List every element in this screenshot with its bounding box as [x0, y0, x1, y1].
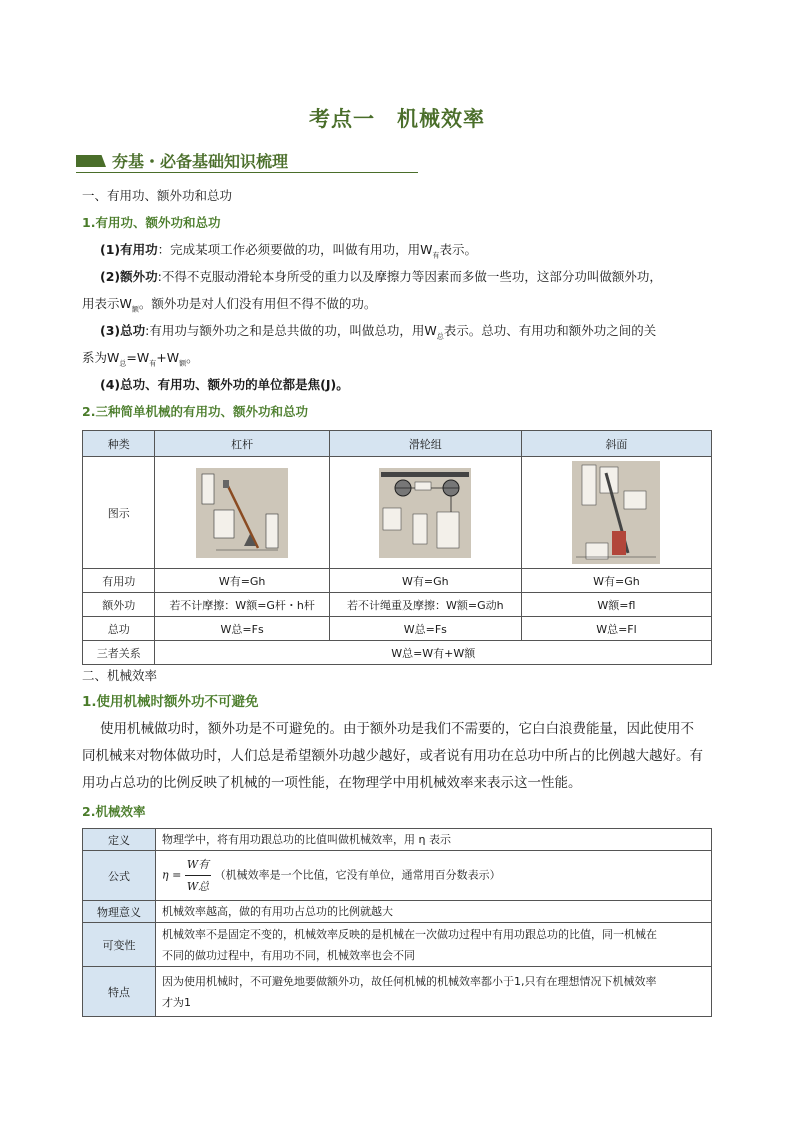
row-label-relation: 三者关系: [83, 641, 155, 665]
eff-label-formula: 公式: [83, 851, 156, 901]
total-pulley: W总=Fs: [329, 617, 521, 641]
row-label-figure: 图示: [83, 457, 155, 569]
eff-label-def: 定义: [83, 829, 156, 851]
feature-line1: 因为使用机械时，不可避免地要做额外功，故任何机械的机械效率都小于1,只有在理想情况下机械效率: [162, 974, 657, 988]
pulley-diagram-image: [379, 468, 471, 558]
section-banner: [76, 149, 418, 173]
lever-figure-cell: [155, 457, 329, 569]
item2-label: (2)额外功: [100, 269, 158, 284]
section2-sub2: 2.机械效率: [82, 804, 146, 819]
incline-diagram-image: [572, 461, 660, 564]
formula-fraction: [185, 854, 211, 897]
item4: (4)总功、有用功、额外功的单位都是焦(J)。: [100, 377, 349, 392]
item3-l2s3: 额: [179, 359, 187, 368]
title-part1: 考点一: [309, 107, 375, 131]
para-line2: 同机械来对物体做功时，人们总是希望额外功越少越好，或者说有用功在总功中所占的比例越大越好。有: [82, 748, 703, 764]
total-incline: W总=Fl: [521, 617, 711, 641]
table-row-figure: [83, 457, 712, 569]
machines-table: [82, 430, 712, 665]
item1-sub: 有: [432, 251, 440, 260]
section1-sub1: 1.有用功、额外功和总功: [82, 215, 221, 230]
item3-l2d: 。: [186, 350, 199, 365]
eff-label-feature: 特点: [83, 967, 156, 1017]
item3-label: (3)总功: [100, 323, 146, 338]
item1-text: ：完成某项工作必须要做的功，叫做有用功，用W: [157, 242, 433, 257]
eff-feature-cell: [156, 967, 712, 1017]
header-pulley: 滑轮组: [329, 431, 521, 457]
item2: [100, 263, 740, 290]
relation-value: W总=W有+W额: [155, 641, 712, 665]
table-row-relation: [83, 641, 712, 665]
eff-row-meaning: [83, 901, 712, 923]
extra-pulley: 若不计绳重及摩擦：W额=G动h: [329, 593, 521, 617]
useful-pulley: W有=Gh: [329, 569, 521, 593]
item3-l2s1: 总: [119, 359, 127, 368]
eff-row-feature: [83, 967, 712, 1017]
formula-denominator: W总: [186, 880, 210, 893]
efficiency-table: [82, 828, 712, 1017]
item2-text: :不得不克服动滑轮本身所受的重力以及摩擦力等因素而多做一些功，这部分功叫做额外功，: [157, 269, 662, 284]
row-label-extra: 额外功: [83, 593, 155, 617]
pulley-figure-cell: [329, 457, 521, 569]
item1-label: (1)有用功: [100, 242, 158, 257]
variability-line1: 机械效率不是固定不变的，机械效率反映的是机械在一次做功过程中有用功跟总功的比值，同一机械在: [162, 927, 657, 941]
feature-line2: 才为1: [162, 995, 191, 1009]
lever-diagram-image: [196, 468, 288, 558]
item2-line2sub: 额: [131, 305, 139, 314]
eff-formula-cell: [156, 851, 712, 901]
title-part2: 机械效率: [397, 107, 485, 131]
eff-variability-cell: [156, 923, 712, 967]
useful-incline: W有=Gh: [521, 569, 711, 593]
formula-note: （机械效率是一个比值，它没有单位，通常用百分数表示）: [214, 868, 501, 882]
item3-text: :有用功与额外功之和是总共做的功，叫做总功，用W: [145, 323, 437, 338]
item3-l2s2: 有: [149, 359, 157, 368]
row-label-useful: 有用功: [83, 569, 155, 593]
para-line3: 用功占总功的比例反映了机械的一项性能，在物理学中用机械效率来表示这一性能。: [82, 775, 582, 791]
incline-figure-cell: [521, 457, 711, 569]
table-row-total: [83, 617, 712, 641]
useful-lever: W有=Gh: [155, 569, 329, 593]
eff-row-variability: [83, 923, 712, 967]
section2-heading: 二、机械效率: [82, 668, 158, 683]
eff-row-def: [83, 829, 712, 851]
item3-l2b: =W: [126, 350, 150, 365]
header-incline: 斜面: [521, 431, 711, 457]
total-lever: W总=Fs: [155, 617, 329, 641]
eff-label-variability: 可变性: [83, 923, 156, 967]
formula-numerator: W有: [185, 854, 211, 876]
table-row-useful: [83, 569, 712, 593]
header-kind: 种类: [83, 431, 155, 457]
item3-tail: 表示。总功、有用功和额外功之间的关: [443, 323, 657, 338]
banner-bar: [76, 155, 106, 167]
row-label-total: 总功: [83, 617, 155, 641]
extra-incline: W额=fl: [521, 593, 711, 617]
item3-sub: 总: [436, 332, 444, 341]
section1-heading: 一、有用功、额外功和总功: [82, 188, 233, 203]
eff-label-meaning: 物理意义: [83, 901, 156, 923]
item1-tail: 表示。: [439, 242, 478, 257]
section1-sub2: 2.三种简单机械的有用功、额外功和总功: [82, 404, 308, 419]
item2-line2b: 。额外功是对人们没有用但不得不做的功。: [138, 296, 377, 311]
item3-l2a: 系为W: [82, 350, 120, 365]
formula-eta: η =: [162, 868, 182, 882]
page-title: [0, 103, 794, 133]
extra-lever: 若不计摩擦：W额=G杆・h杆: [155, 593, 329, 617]
table-row-extra: [83, 593, 712, 617]
eff-def-text: 物理学中，将有用功跟总功的比值叫做机械效率，用 η 表示: [156, 829, 712, 851]
para-line1: 使用机械做功时，额外功是不可避免的。由于额外功是我们不需要的，它白白浪费能量，因此使用不: [100, 721, 694, 737]
item2-line2a: 用表示W: [82, 296, 132, 311]
eff-row-formula: [83, 851, 712, 901]
eff-meaning-text: 机械效率越高，做的有用功占总功的比例就越大: [156, 901, 712, 923]
table-header-row: [83, 431, 712, 457]
section2-sub1: 1.使用机械时额外功不可避免: [82, 694, 259, 710]
banner-underline: [76, 172, 418, 173]
banner-text: 夯基・必备基础知识梳理: [112, 152, 289, 171]
item3-l2c: +W: [156, 350, 180, 365]
header-lever: 杠杆: [155, 431, 329, 457]
variability-line2: 不同的做功过程中，有用功不同，机械效率也会不同: [162, 948, 415, 962]
